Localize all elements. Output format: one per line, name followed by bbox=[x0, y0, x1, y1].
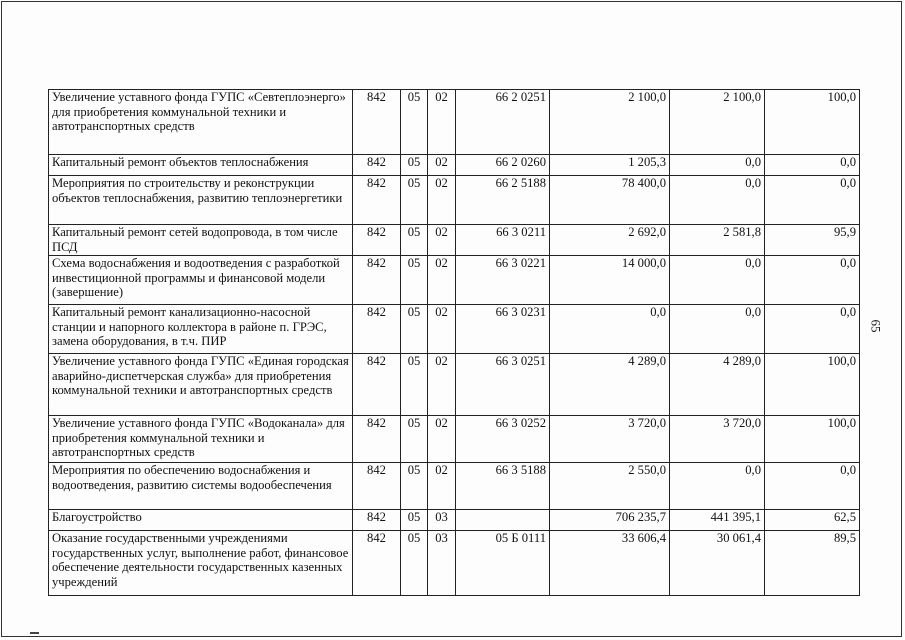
executed-amount: 2 100,0 bbox=[670, 90, 765, 155]
target-article-code: 66 2 0260 bbox=[456, 155, 550, 176]
subsection-code: 02 bbox=[428, 176, 456, 225]
budget-table-body bbox=[49, 90, 860, 596]
admin-code: 842 bbox=[353, 354, 401, 416]
planned-amount: 3 720,0 bbox=[550, 416, 670, 463]
target-article-code: 66 2 5188 bbox=[456, 176, 550, 225]
row-name: Увеличение уставного фонда ГУПС «Единая городская аварийно-диспетчерская служба» для приобретения коммунальной техники и автотранспортных средств bbox=[49, 354, 353, 416]
admin-code: 842 bbox=[353, 510, 401, 531]
row-name: Благоустройство bbox=[49, 510, 353, 531]
execution-percent: 0,0 bbox=[765, 155, 860, 176]
subsection-code: 02 bbox=[428, 305, 456, 354]
section-code: 05 bbox=[401, 155, 428, 176]
execution-percent: 0,0 bbox=[765, 463, 860, 510]
planned-amount: 2 692,0 bbox=[550, 225, 670, 256]
table-row bbox=[49, 463, 860, 510]
row-name: Схема водоснабжения и водоотведения с разработкой инвестиционной программы и финансовой модели (завершение) bbox=[49, 256, 353, 305]
executed-amount: 30 061,4 bbox=[670, 531, 765, 596]
planned-amount: 78 400,0 bbox=[550, 176, 670, 225]
admin-code: 842 bbox=[353, 416, 401, 463]
executed-amount: 0,0 bbox=[670, 155, 765, 176]
row-name: Оказание государственными учреждениями государственных услуг, выполнение работ, финансовое обеспечение деятельности государственных казенных учреждений bbox=[49, 531, 353, 596]
section-code: 05 bbox=[401, 90, 428, 155]
section-code: 05 bbox=[401, 256, 428, 305]
table-row bbox=[49, 510, 860, 531]
subsection-code: 03 bbox=[428, 531, 456, 596]
admin-code: 842 bbox=[353, 463, 401, 510]
executed-amount: 2 581,8 bbox=[670, 225, 765, 256]
execution-percent: 100,0 bbox=[765, 354, 860, 416]
table-row bbox=[49, 176, 860, 225]
admin-code: 842 bbox=[353, 256, 401, 305]
executed-amount: 3 720,0 bbox=[670, 416, 765, 463]
section-code: 05 bbox=[401, 225, 428, 256]
budget-table bbox=[48, 89, 860, 596]
target-article-code: 05 Б 0111 bbox=[456, 531, 550, 596]
target-article-code bbox=[456, 510, 550, 531]
executed-amount: 0,0 bbox=[670, 463, 765, 510]
section-code: 05 bbox=[401, 531, 428, 596]
execution-percent: 0,0 bbox=[765, 256, 860, 305]
row-name: Увеличение уставного фонда ГУПС «Севтеплоэнерго» для приобретения коммунальной техники и автотранспортных средств bbox=[49, 90, 353, 155]
subsection-code: 02 bbox=[428, 354, 456, 416]
row-name: Увеличение уставного фонда ГУПС «Водоканала» для приобретения коммунальной техники и автотранспортных средств bbox=[49, 416, 353, 463]
table-row bbox=[49, 354, 860, 416]
planned-amount: 706 235,7 bbox=[550, 510, 670, 531]
section-code: 05 bbox=[401, 463, 428, 510]
table-row bbox=[49, 225, 860, 256]
table-row bbox=[49, 256, 860, 305]
table-row bbox=[49, 155, 860, 176]
section-code: 05 bbox=[401, 176, 428, 225]
target-article-code: 66 2 0251 bbox=[456, 90, 550, 155]
admin-code: 842 bbox=[353, 176, 401, 225]
admin-code: 842 bbox=[353, 155, 401, 176]
target-article-code: 66 3 0211 bbox=[456, 225, 550, 256]
admin-code: 842 bbox=[353, 531, 401, 596]
table-row bbox=[49, 416, 860, 463]
execution-percent: 89,5 bbox=[765, 531, 860, 596]
subsection-code: 02 bbox=[428, 155, 456, 176]
execution-percent: 100,0 bbox=[765, 90, 860, 155]
execution-percent: 62,5 bbox=[765, 510, 860, 531]
planned-amount: 2 100,0 bbox=[550, 90, 670, 155]
table-row bbox=[49, 90, 860, 155]
scan-mark bbox=[30, 632, 39, 634]
row-name: Капитальный ремонт сетей водопровода, в том числе ПСД bbox=[49, 225, 353, 256]
row-name: Мероприятия по строительству и реконструкции объектов теплоснабжения, развитию теплоэнергетики bbox=[49, 176, 353, 225]
admin-code: 842 bbox=[353, 225, 401, 256]
target-article-code: 66 3 5188 bbox=[456, 463, 550, 510]
table-row bbox=[49, 531, 860, 596]
target-article-code: 66 3 0251 bbox=[456, 354, 550, 416]
section-code: 05 bbox=[401, 305, 428, 354]
section-code: 05 bbox=[401, 416, 428, 463]
execution-percent: 0,0 bbox=[765, 176, 860, 225]
row-name: Мероприятия по обеспечению водоснабжения и водоотведения, развитию системы водообеспечения bbox=[49, 463, 353, 510]
planned-amount: 2 550,0 bbox=[550, 463, 670, 510]
execution-percent: 100,0 bbox=[765, 416, 860, 463]
executed-amount: 0,0 bbox=[670, 256, 765, 305]
target-article-code: 66 3 0221 bbox=[456, 256, 550, 305]
row-name: Капитальный ремонт объектов теплоснабжения bbox=[49, 155, 353, 176]
planned-amount: 1 205,3 bbox=[550, 155, 670, 176]
page-number: 65 bbox=[868, 319, 884, 333]
subsection-code: 03 bbox=[428, 510, 456, 531]
row-name: Капитальный ремонт канализационно-насосной станции и напорного коллектора в районе п. ГРЭС, замена оборудования, в т.ч. ПИР bbox=[49, 305, 353, 354]
planned-amount: 33 606,4 bbox=[550, 531, 670, 596]
target-article-code: 66 3 0231 bbox=[456, 305, 550, 354]
admin-code: 842 bbox=[353, 305, 401, 354]
planned-amount: 14 000,0 bbox=[550, 256, 670, 305]
executed-amount: 4 289,0 bbox=[670, 354, 765, 416]
planned-amount: 4 289,0 bbox=[550, 354, 670, 416]
target-article-code: 66 3 0252 bbox=[456, 416, 550, 463]
admin-code: 842 bbox=[353, 90, 401, 155]
planned-amount: 0,0 bbox=[550, 305, 670, 354]
subsection-code: 02 bbox=[428, 225, 456, 256]
table-row bbox=[49, 305, 860, 354]
subsection-code: 02 bbox=[428, 256, 456, 305]
section-code: 05 bbox=[401, 354, 428, 416]
executed-amount: 441 395,1 bbox=[670, 510, 765, 531]
executed-amount: 0,0 bbox=[670, 305, 765, 354]
execution-percent: 0,0 bbox=[765, 305, 860, 354]
subsection-code: 02 bbox=[428, 463, 456, 510]
executed-amount: 0,0 bbox=[670, 176, 765, 225]
subsection-code: 02 bbox=[428, 416, 456, 463]
subsection-code: 02 bbox=[428, 90, 456, 155]
execution-percent: 95,9 bbox=[765, 225, 860, 256]
section-code: 05 bbox=[401, 510, 428, 531]
